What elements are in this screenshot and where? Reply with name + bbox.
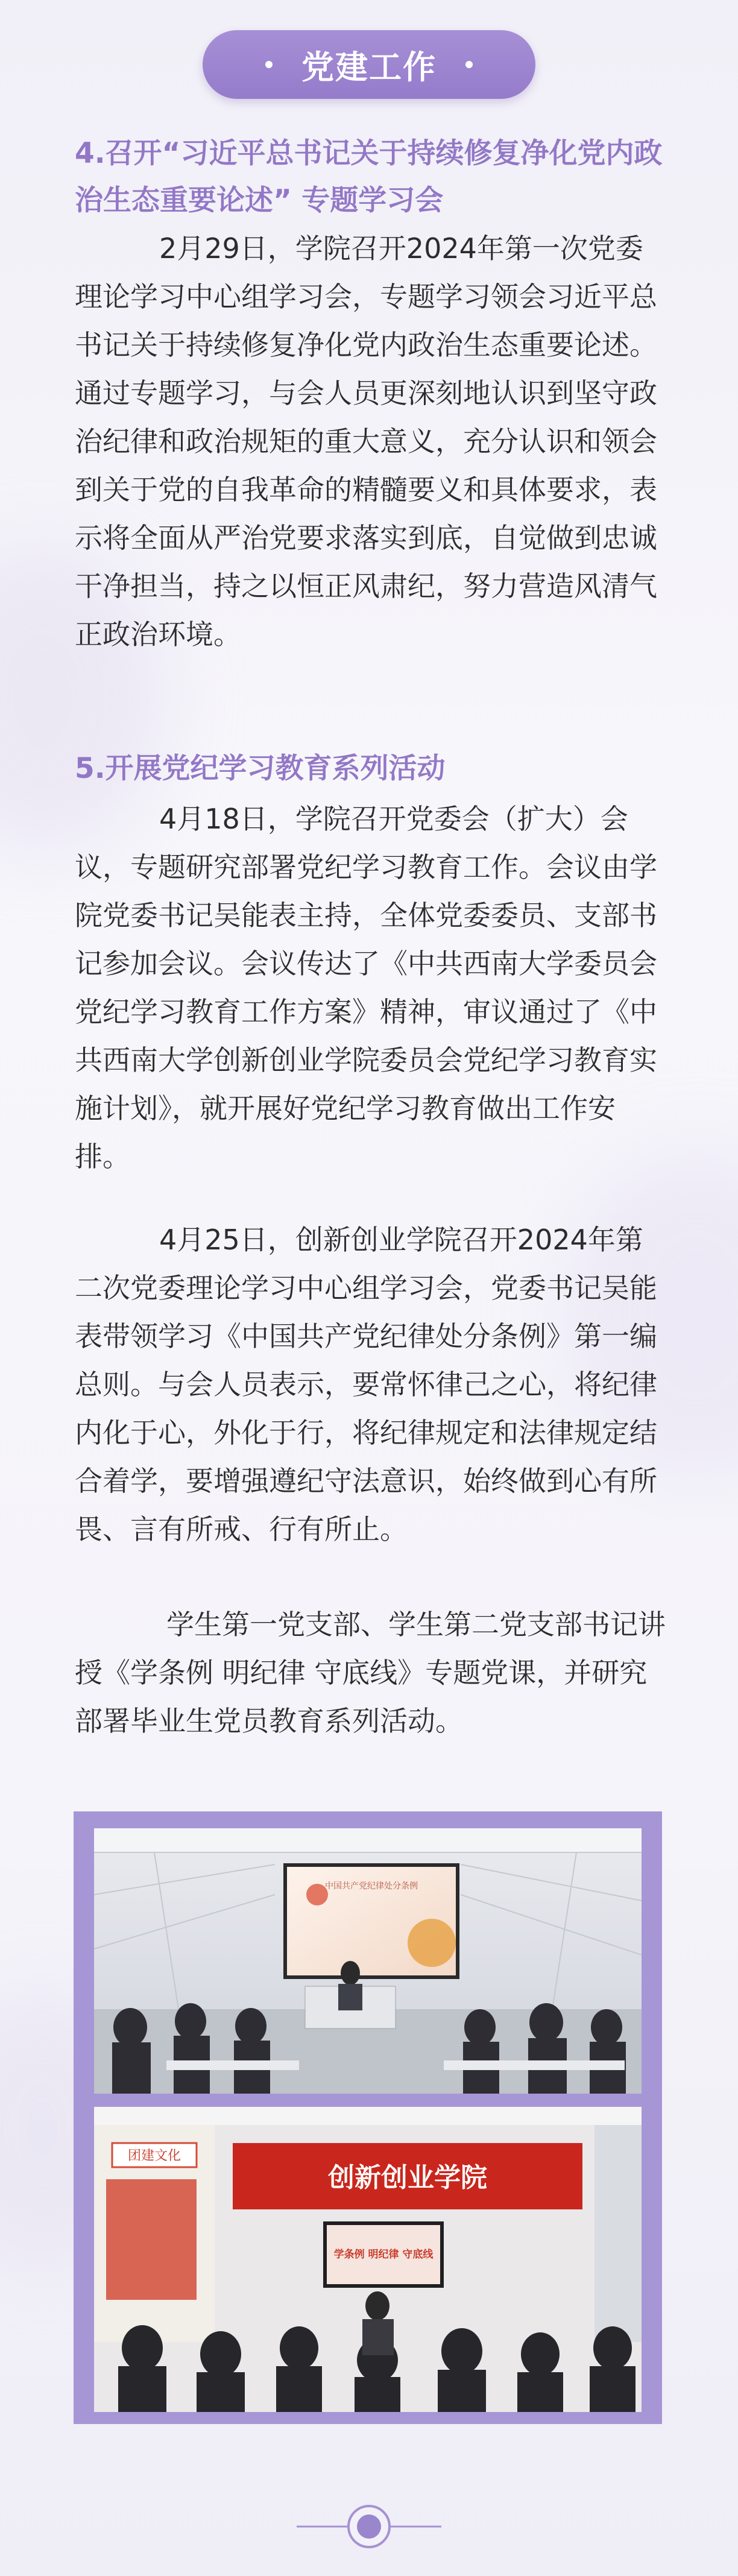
photo-party-class: [94, 2107, 642, 2412]
section-title-banner: [203, 30, 535, 99]
dot-icon: [265, 61, 273, 68]
paragraph: 2月29日，学院召开2024年第一次党委理论学习中心组学习会，专题学习领会习近平总书记关于持续修复净化党内政治生态重要论述。通过专题学习，与会人员更深刻地认识到坚守政治纪律和政治规矩的重大意义，充分认识和领会到关于党的自我革命的精髓要义和具体要求，表示将全面从严治党要求落实到底，自觉做到忠诚干净担当，持之以恒正风肃纪，努力营造风清气正政治环境。: [75, 232, 657, 651]
display-board-text: 团建文化: [127, 2148, 181, 2164]
item-heading: 5.开展党纪学习教育系列活动: [75, 752, 446, 785]
photo-frame: [74, 1811, 662, 2424]
paragraph: 4月18日，学院召开党委会（扩大）会议，专题研究部署党纪学习教育工作。会议由学院党委书记吴能表主持，全体党委委员、支部书记参加会议。会议传达了《中共西南大学委员会党纪学习教育工作方案》精神，审议通过了《中共西南大学创新创业学院委员会党纪学习教育实施计划》，就开展好党纪学习教育做出工作安排。: [75, 803, 657, 1173]
paragraph: 4月25日，创新创业学院召开2024年第二次党委理论学习中心组学习会，党委书记吴能表带领学习《中国共产党纪律处分条例》第一编总则。与会人员表示，要常怀律己之心，将纪律内化于心，外化于行，将纪律规定和法律规定结合着学，要增强遵纪守法意识，始终做到心有所畏、言有所戒、行有所止。: [75, 1223, 657, 1545]
paragraph: 学生第一党支部、学生第二党支部书记讲授《学条例 明纪律 守底线》专题党课，并研究部署毕业生党员教育系列活动。: [75, 1608, 666, 1737]
dot-icon: [465, 61, 473, 68]
section-title: 党建工作: [301, 48, 437, 86]
wall-sign-text: 创新创业学院: [328, 2162, 487, 2193]
photo-lecture-room: [94, 1828, 642, 2094]
projector-screen-text: 中国共产党纪律处分条例: [325, 1881, 418, 1891]
item-heading: 4.召开“习近平总书记关于持续修复净化党内政治生态重要论述” 专题学习会: [75, 137, 663, 217]
tv-screen-text: 学条例 明纪律 守底线: [333, 2249, 434, 2261]
bottom-ornament-icon: [297, 2502, 441, 2551]
